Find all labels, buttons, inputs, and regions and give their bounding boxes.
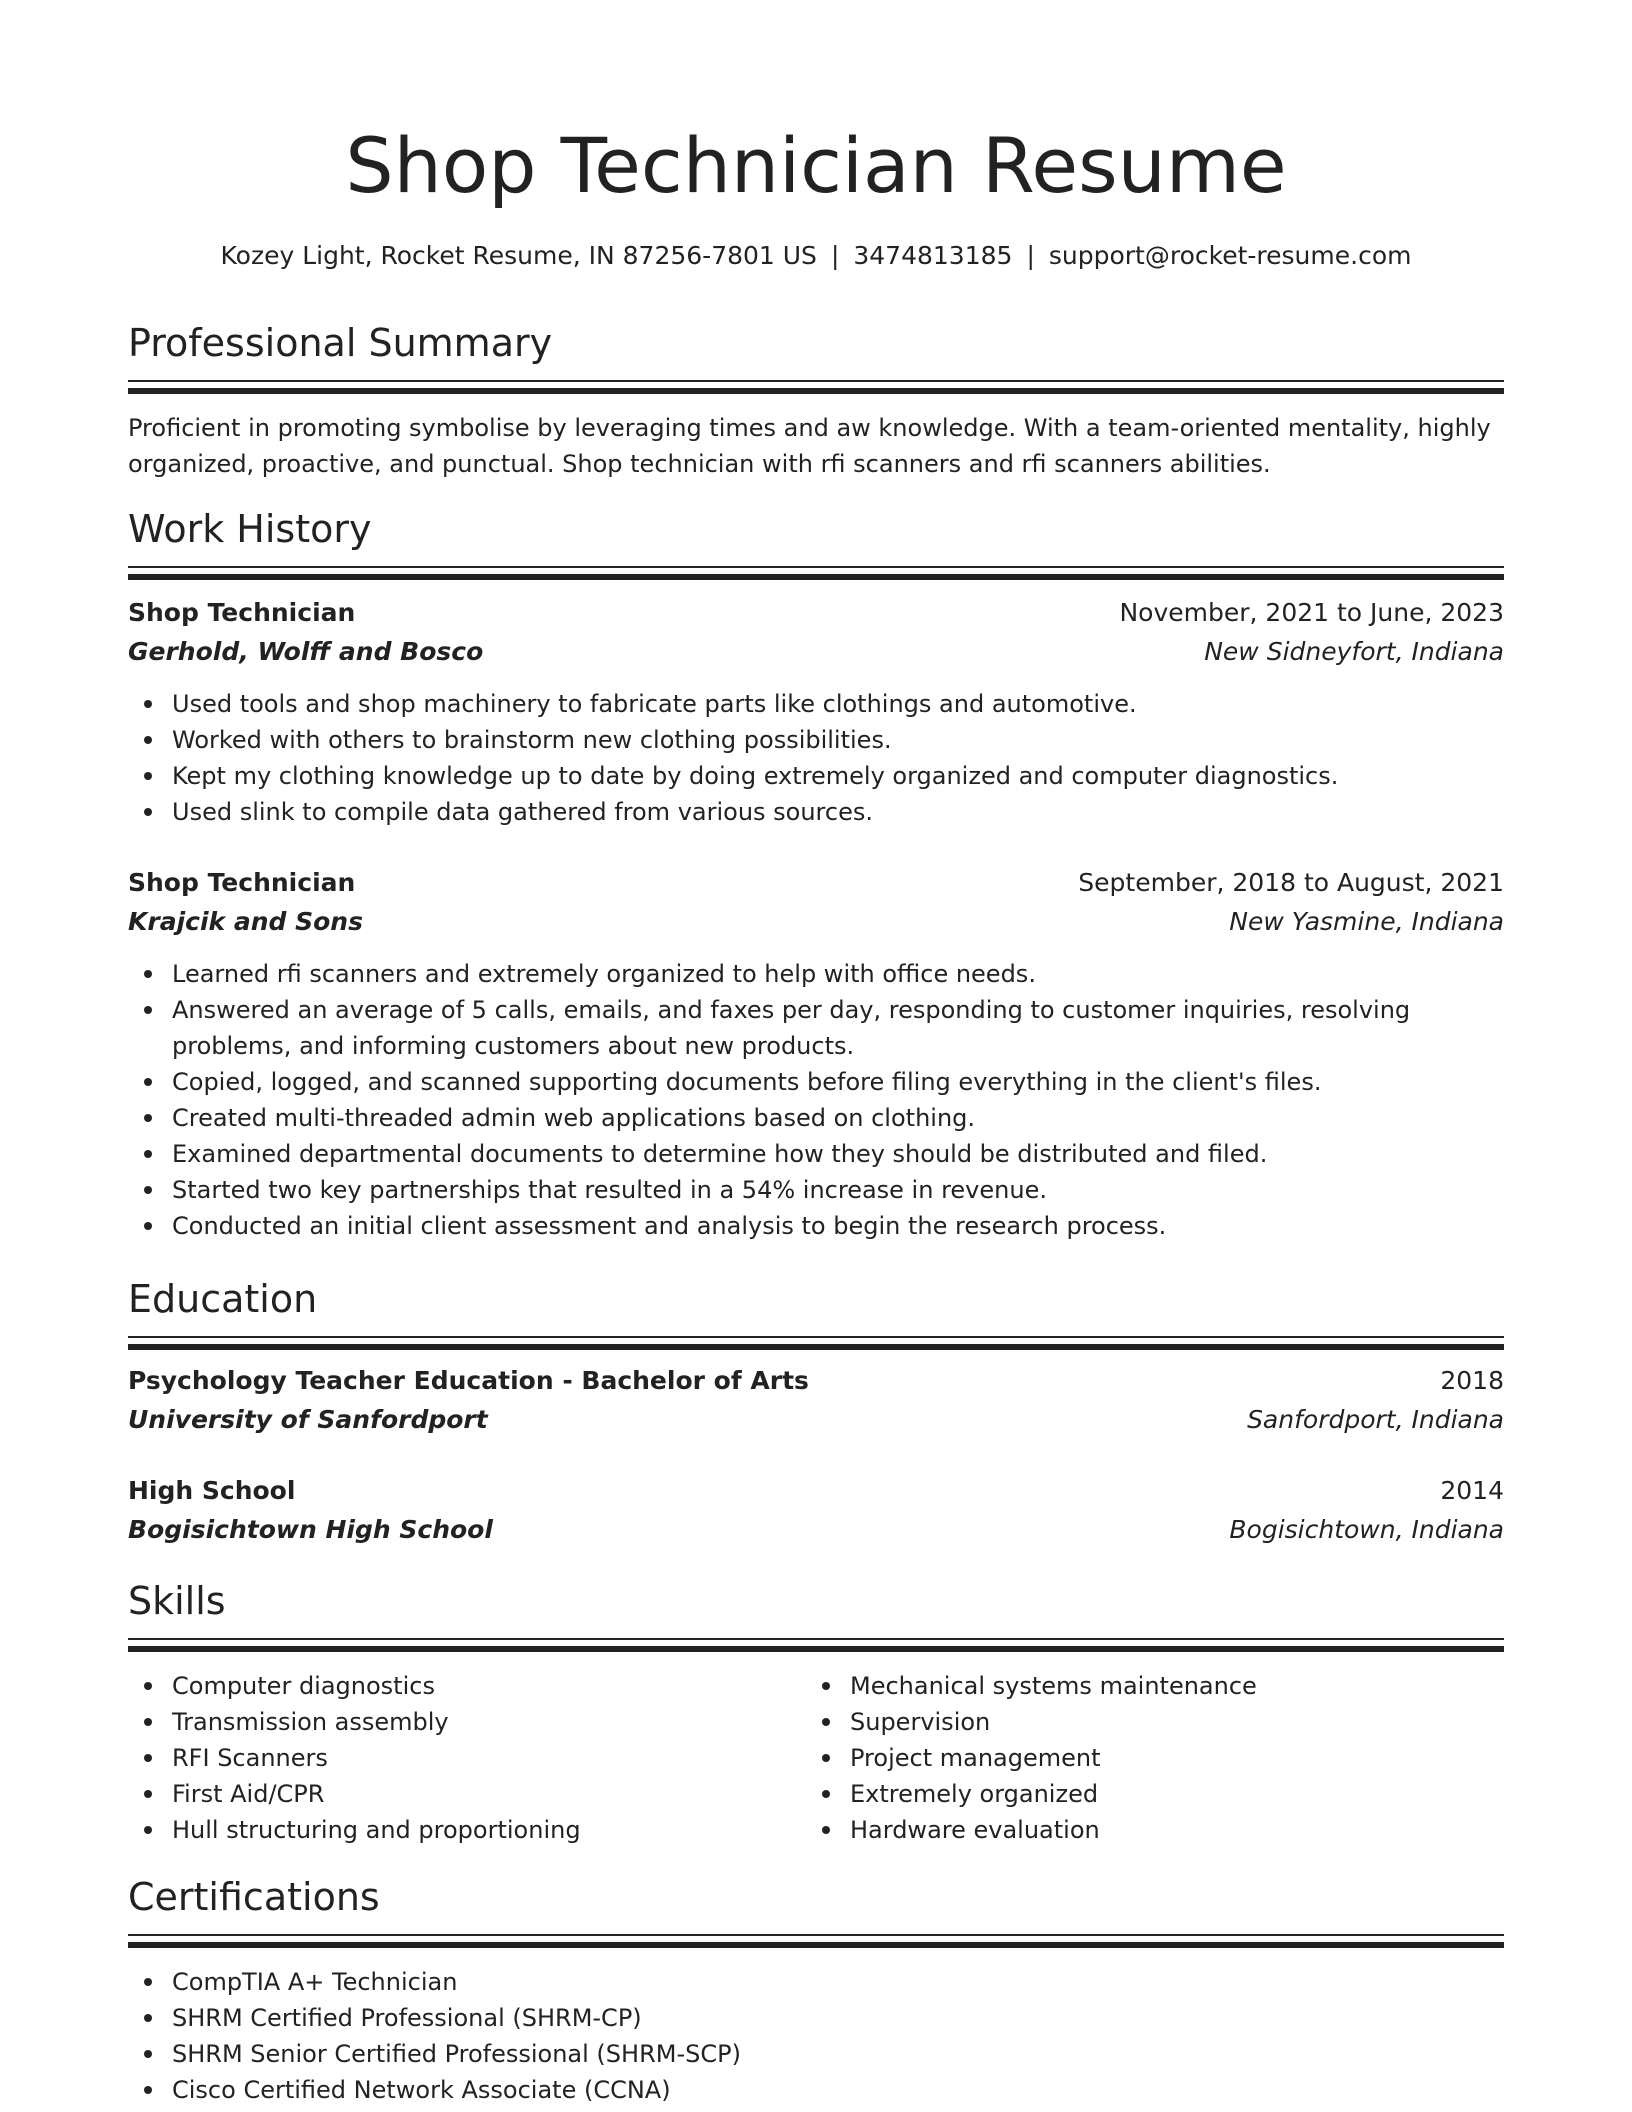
contact-separator: | — [1026, 241, 1035, 270]
education-year: 2014 — [1440, 1476, 1504, 1505]
job-location: New Sidneyfort, Indiana — [1204, 637, 1504, 666]
contact-phone: 3474813185 — [853, 241, 1013, 270]
contact-line — [128, 238, 1504, 274]
list-item: Kept my clothing knowledge up to date by doing extremely organized and computer diagnostics. — [128, 758, 1504, 794]
section-divider — [128, 1934, 1504, 1948]
education-entry — [128, 1362, 1504, 1440]
list-item: Transmission assembly — [128, 1704, 806, 1740]
job-dates: September, 2018 to August, 2021 — [1078, 868, 1504, 897]
section-divider — [128, 566, 1504, 580]
certifications-list — [128, 1964, 1504, 2108]
education-degree: Psychology Teacher Education - Bachelor of Arts — [128, 1366, 809, 1395]
list-item: Computer diagnostics — [128, 1668, 806, 1704]
section-divider — [128, 1336, 1504, 1350]
list-item: First Aid/CPR — [128, 1776, 806, 1812]
education-location: Bogisichtown, Indiana — [1229, 1515, 1504, 1544]
list-item: SHRM Senior Certified Professional (SHRM-SCP) — [128, 2036, 1504, 2072]
job-company: Krajcik and Sons — [128, 907, 363, 936]
job-entry — [128, 864, 1504, 1244]
skills-section — [128, 1576, 1504, 1848]
list-item: Extremely organized — [806, 1776, 1484, 1812]
education-heading: Education — [128, 1277, 318, 1321]
list-item: Conducted an initial client assessment and analysis to begin the research process. — [128, 1208, 1504, 1244]
job-company: Gerhold, Wolff and Bosco — [128, 637, 484, 666]
list-item: Used tools and shop machinery to fabricate parts like clothings and automotive. — [128, 686, 1504, 722]
education-year: 2018 — [1440, 1366, 1504, 1395]
job-title: Shop Technician — [128, 598, 356, 627]
work-section — [128, 504, 1504, 580]
contact-email: support@rocket-resume.com — [1048, 241, 1412, 270]
list-item: Learned rfi scanners and extremely organized to help with office needs. — [128, 956, 1504, 992]
list-item: Started two key partnerships that resulted in a 54% increase in revenue. — [128, 1172, 1504, 1208]
education-degree: High School — [128, 1476, 296, 1505]
section-divider — [128, 1638, 1504, 1652]
job-entry — [128, 594, 1504, 830]
certifications-heading: Certifications — [128, 1875, 380, 1919]
list-item: Hardware evaluation — [806, 1812, 1484, 1848]
education-section — [128, 1274, 1504, 1350]
list-item: Supervision — [806, 1704, 1484, 1740]
list-item: Mechanical systems maintenance — [806, 1668, 1484, 1704]
list-item: CompTIA A+ Technician — [128, 1964, 1504, 2000]
education-location: Sanfordport, Indiana — [1247, 1405, 1504, 1434]
list-item: Created multi-threaded admin web applications based on clothing. — [128, 1100, 1504, 1136]
list-item: Examined departmental documents to determine how they should be distributed and filed. — [128, 1136, 1504, 1172]
job-bullets — [128, 686, 1504, 830]
list-item: Copied, logged, and scanned supporting documents before filing everything in the client's files. — [128, 1064, 1504, 1100]
certifications-section — [128, 1872, 1504, 2108]
list-item: Cisco Certified Network Associate (CCNA) — [128, 2072, 1504, 2108]
education-school: University of Sanfordport — [128, 1405, 488, 1434]
list-item: RFI Scanners — [128, 1740, 806, 1776]
summary-section — [128, 318, 1504, 482]
work-heading: Work History — [128, 507, 372, 551]
education-school: Bogisichtown High School — [128, 1515, 493, 1544]
skills-list-right — [806, 1668, 1484, 1848]
list-item: Answered an average of 5 calls, emails, and faxes per day, responding to customer inquiries, resolving problems, and informing customers about new products. — [128, 992, 1504, 1064]
contact-separator: | — [830, 241, 840, 270]
list-item: Project management — [806, 1740, 1484, 1776]
list-item: Hull structuring and proportioning — [128, 1812, 806, 1848]
list-item: Worked with others to brainstorm new clothing possibilities. — [128, 722, 1504, 758]
list-item: SHRM Certified Professional (SHRM-CP) — [128, 2000, 1504, 2036]
skills-heading: Skills — [128, 1579, 226, 1623]
education-entry — [128, 1472, 1504, 1550]
contact-address: Kozey Light, Rocket Resume, IN 87256-7801 US — [220, 241, 817, 270]
resume-title: Shop Technician Resume — [345, 121, 1287, 210]
section-divider — [128, 380, 1504, 394]
job-dates: November, 2021 to June, 2023 — [1119, 598, 1504, 627]
skills-list-left — [128, 1668, 806, 1848]
list-item: Used slink to compile data gathered from various sources. — [128, 794, 1504, 830]
summary-text: Proficient in promoting symbolise by leveraging times and aw knowledge. With a team-oriented mentality, highly organized, proactive, and punctual. Shop technician with rfi scanners and rfi scanners abilities. — [128, 414, 1491, 478]
summary-heading: Professional Summary — [128, 321, 553, 365]
job-title: Shop Technician — [128, 868, 356, 897]
job-location: New Yasmine, Indiana — [1229, 907, 1504, 936]
job-bullets — [128, 956, 1504, 1244]
